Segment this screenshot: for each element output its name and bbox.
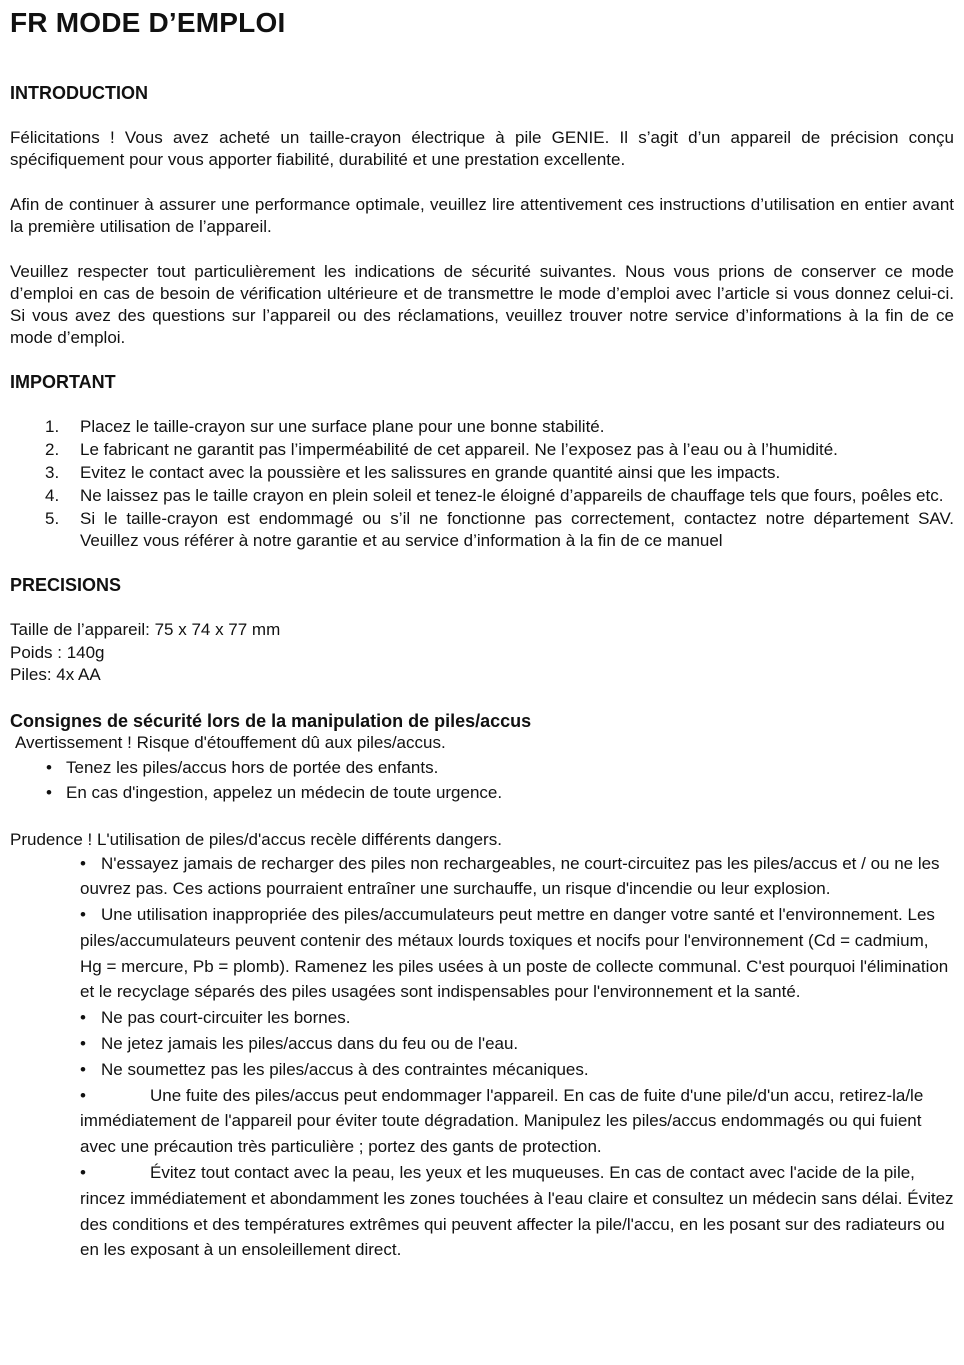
caution-item-4 [10, 1031, 954, 1057]
important-item-3 [10, 462, 954, 484]
bullet: • [80, 1163, 86, 1183]
list-item-text: En cas d'ingestion, appelez un médecin de toute urgence. [66, 782, 503, 802]
introduction-heading: INTRODUCTION [10, 83, 148, 103]
list-item-text: Le fabricant ne garantit pas l’imperméabilité de cet appareil. Ne l’exposez pas à l’eau ou à l’humidité. [80, 440, 838, 459]
caution-item-2 [10, 902, 954, 1005]
page-title: FR MODE D’EMPLOI [10, 7, 286, 38]
list-item-text: Evitez le contact avec la poussière et les salissures en grande quantité ainsi que les impacts. [80, 463, 781, 482]
list-item-text: Ne laissez pas le taille crayon en plein soleil et tenez-le éloigné d’appareils de chauffage tels que fours, poêles etc. [80, 486, 944, 505]
important-item-4 [10, 485, 954, 507]
document-page [10, 0, 954, 1263]
warning-list [10, 755, 954, 805]
caution-item-7 [10, 1160, 954, 1263]
intro-paragraph-3: Veuillez respecter tout particulièrement les indications de sécurité suivantes. Nous vous prions de conserver ce mode d’emploi en cas de besoin de vérification ultérieure et de transmettre le mode d’emploi avec l’article si vous donnez celui-ci. Si vous avez des questions sur l’appareil ou des réclamations, veuillez trouver notre service d’informations à la fin de ce mode d’emploi. [10, 262, 954, 347]
caution-item-6 [10, 1083, 954, 1160]
warning-item-2 [10, 780, 954, 805]
spec-size: Taille de l’appareil: 75 x 74 x 77 mm [10, 620, 281, 639]
list-number: 3. [45, 463, 60, 482]
bullet: • [80, 853, 86, 873]
caution-item-1 [10, 851, 954, 903]
warning-text: Avertissement ! Risque d'étouffement dû aux piles/accus. [15, 732, 446, 752]
important-item-2 [10, 439, 954, 461]
precisions-heading: PRECISIONS [10, 575, 122, 595]
bullet: • [46, 782, 52, 802]
list-item-text: Placez le taille-crayon sur une surface plane pour une bonne stabilité. [80, 417, 605, 436]
list-item-text: Si le taille-crayon est endommagé ou s’il ne fonctionne pas correctement, contactez notre département SAV. Veuillez vous référer à notre garantie et au service d’information à la fin de ce manuel [80, 509, 954, 550]
list-item-text: Ne jetez jamais les piles/accus dans du feu ou de l'eau. [101, 1034, 519, 1054]
list-item-text: Une utilisation inappropriée des piles/accumulateurs peut mettre en danger votre santé et l'environnement. Les piles/accumulateurs peuvent contenir des métaux lourds toxiques et nocifs pour l'environnement (Cd = cadmium, Hg = mercure, Pb = plomb). Ramenez les piles usées à un poste de collecte communal. C'est pourquoi l'élimination et le recyclage séparés des piles usagées sont indispensables pour l'environnement et la santé. [80, 905, 949, 1002]
intro-paragraph-1: Félicitations ! Vous avez acheté un taille-crayon électrique à pile GENIE. Il s’agit d’un appareil de précision conçu spécifiquement pour vous apporter fiabilité, durabilité et une prestation excellente. [10, 128, 954, 169]
caution-list [10, 851, 954, 1264]
list-item-text: Tenez les piles/accus hors de portée des enfants. [66, 757, 439, 777]
spec-batteries: Piles: 4x AA [10, 665, 101, 684]
warning-item-1 [10, 755, 954, 780]
list-item-text: N'essayez jamais de recharger des piles non rechargeables, ne court-circuitez pas les piles/accus et / ou ne les ouvrez pas. Ces actions pourraient entraîner une surchauffe, un risque d'incendie ou leur explosion. [80, 853, 940, 899]
caution-item-5 [10, 1057, 954, 1083]
important-heading: IMPORTANT [10, 372, 116, 392]
list-item-text: Une fuite des piles/accus peut endommager l'appareil. En cas de fuite d'une pile/d'un accu, retirez-la/le immédiatement de l'appareil pour éviter toute dégradation. Manipulez les piles/accus endommagés ou qui fuient avec une précaution très particulière ; portez des gants de protection. [80, 1085, 924, 1157]
list-number: 2. [45, 440, 60, 459]
intro-paragraph-2: Afin de continuer à assurer une performance optimale, veuillez lire attentivement ces instructions d’utilisation en entier avant la première utilisation de l’appareil. [10, 195, 954, 236]
caution-item-3 [10, 1005, 954, 1031]
important-item-1 [10, 416, 954, 438]
specifications [10, 619, 954, 687]
list-item-text: Ne soumettez pas les piles/accus à des contraintes mécaniques. [101, 1059, 589, 1079]
caution-text: Prudence ! L'utilisation de piles/d'accus recèle différents dangers. [10, 829, 502, 849]
list-item-text: Ne pas court-circuiter les bornes. [101, 1008, 351, 1028]
list-number: 4. [45, 486, 60, 505]
list-item-text: Évitez tout contact avec la peau, les yeux et les muqueuses. En cas de contact avec l'acide de la pile, rincez immédiatement et abondamment les zones touchées à l'eau claire et consultez un médecin sans délai. Évitez des conditions et des températures extrêmes qui peuvent affecter la pile/l'accu, en les posant sur des radiateurs ou en les exposant à un ensoleillement direct. [80, 1163, 954, 1260]
bullet: • [80, 1008, 86, 1028]
bullet: • [80, 1034, 86, 1054]
bullet: • [80, 905, 86, 925]
bullet: • [46, 757, 52, 777]
spec-weight: Poids : 140g [10, 642, 105, 662]
bullet: • [80, 1059, 86, 1079]
list-number: 5. [45, 509, 60, 528]
bullet: • [80, 1085, 86, 1105]
safety-heading: Consignes de sécurité lors de la manipulation de piles/accus [10, 710, 532, 731]
important-item-5 [10, 508, 954, 552]
list-number: 1. [45, 417, 60, 436]
important-list [10, 416, 954, 552]
